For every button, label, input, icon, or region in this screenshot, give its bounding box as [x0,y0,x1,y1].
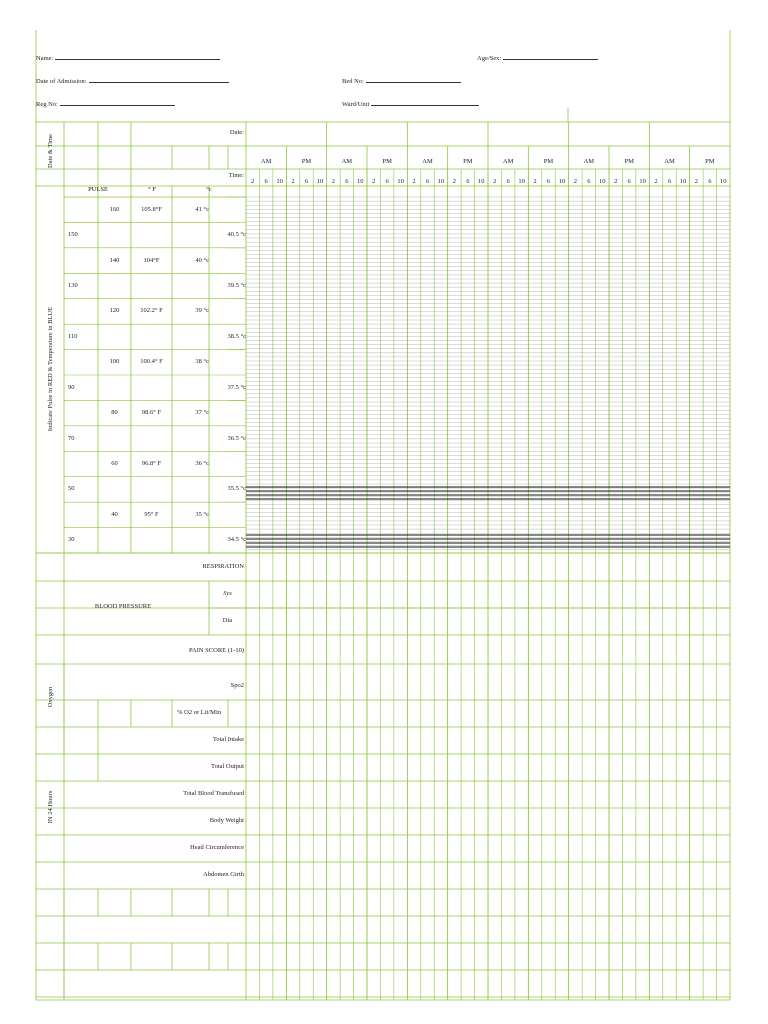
blood-transfused-label: Total Blood Transfused [183,790,244,797]
pm-label: PM [543,158,554,165]
am-label: AM [583,158,595,165]
pulse-tick: 130 [68,282,78,289]
hour-label: 2 [573,178,577,185]
pm-label: PM [382,158,392,165]
bp-dia-label: Dia [222,617,233,624]
am-label: AM [422,158,433,165]
abdomen-girth-label: Abdomen Girth [203,871,244,878]
hour-label: 10 [437,178,445,185]
hour-label: 6 [587,178,591,185]
total-intake-label: Total Intake [212,736,244,743]
hour-label: 6 [667,178,672,185]
fahrenheit-tick: 105.8°F [141,205,162,213]
celsius-tick: 39 °c [195,307,209,315]
pm-label: PM [301,158,312,165]
hour-label: 2 [291,178,295,185]
time-label: Time: [228,172,244,179]
pm-label: PM [624,158,634,165]
pulse-tick: 40 [111,510,118,518]
fahrenheit-tick: 102.2° F [140,307,163,315]
age-sex-label: Age/Sex: [477,55,502,62]
pulse-tick: 90 [68,383,75,391]
hour-label: 2 [331,178,335,185]
hour-label: 6 [627,178,631,185]
pulse-tick: 120 [109,307,120,315]
date-time-side-label: Date & Time [46,134,54,168]
fahrenheit-tick: 96.8° F [141,460,162,467]
hour-label: 6 [264,178,268,185]
name-label: Name: [36,55,54,62]
pulse-tick: 140 [109,256,120,264]
celsius-tick: 37.5 °c [227,383,246,391]
hour-label: 10 [720,178,727,185]
celsius-tick: 35 °c [195,510,209,518]
celsius-tick: 40 °c [195,256,209,264]
pulse-header: PULSE [88,186,108,193]
hour-label: 6 [466,178,470,185]
pm-label: PM [463,158,473,165]
hour-label: 2 [694,178,698,185]
hour-label: 10 [639,178,646,185]
date-label: Date: [229,129,244,136]
spo2-label: Spo2 [230,682,244,689]
hour-label: 6 [345,178,349,185]
fahrenheit-tick: 98.6° F [141,409,162,417]
fahrenheit-header: ° F [148,186,156,193]
celsius-tick: 35.5 °c [227,485,246,493]
pain-score-label: PAIN SCORE (1-10) [188,647,244,654]
celsius-tick: 38 °c [195,358,209,366]
celsius-header: °c [206,186,212,193]
hour-label: 2 [251,178,255,185]
fahrenheit-tick: 104°F [143,256,160,264]
hour-label: 10 [478,178,485,185]
hour-label: 10 [679,178,687,185]
bp-sys-label: Sys [223,590,232,597]
oxygen-side-label: Oxygen [46,686,54,708]
pulse-tick: 30 [68,536,75,544]
hour-label: 2 [412,178,416,185]
celsius-tick: 38.5 °c [227,332,246,340]
hour-label: 6 [708,178,712,185]
pulse-tick: 70 [68,434,75,442]
body-weight-label: Body Weight [209,817,244,824]
hour-label: 10 [316,178,324,185]
ward-label: Ward/Unit [342,101,370,108]
hour-label: 6 [506,178,510,185]
celsius-tick: 34.5 °c [227,536,246,544]
bed-label: Bed No: [342,78,364,85]
hour-label: 2 [493,178,497,185]
celsius-tick: 41 °c [195,205,209,213]
blood-pressure-label: BLOOD PRESSURE [94,603,152,610]
am-label: AM [502,158,514,165]
hour-label: 2 [372,178,376,185]
hour-label: 6 [546,178,551,185]
total-output-label: Total Output [211,763,244,770]
hour-label: 2 [452,178,456,185]
hour-label: 10 [397,178,404,185]
fahrenheit-tick: 95° F [144,510,159,518]
pulse-tick: 60 [111,460,118,467]
pm-label: PM [705,158,715,165]
hour-label: 10 [599,178,606,185]
am-label: AM [664,158,675,165]
hour-label: 10 [276,178,283,185]
hour-label: 10 [518,178,525,185]
hour-label: 2 [533,178,537,185]
head-circumference-label: Head Circumference [190,844,244,851]
celsius-tick: 39.5 °c [227,282,246,289]
celsius-tick: 37 °c [195,409,209,417]
o2-label: % O2 or Lit/Min [177,709,221,716]
hour-label: 10 [357,178,364,185]
am-label: AM [341,158,353,165]
pulse-tick: 150 [68,231,78,239]
pulse-tick: 160 [109,205,120,213]
fahrenheit-tick: 100.4° F [140,358,163,366]
hour-label: 2 [654,178,658,185]
pulse-tick: 80 [111,409,118,417]
celsius-tick: 36.5 °c [227,434,246,442]
hour-label: 10 [558,178,566,185]
hour-label: 6 [425,178,430,185]
pulse-tick: 50 [68,485,75,493]
respiration-label: RESPIRATION [202,563,244,570]
hour-label: 2 [614,178,618,185]
hour-label: 6 [385,178,389,185]
am-label: AM [260,158,272,165]
hour-label: 6 [304,178,309,185]
pulse-tick: 100 [109,358,120,366]
admission-label: Date of Admission: [36,78,87,85]
celsius-tick: 36 °c [195,460,209,467]
celsius-tick: 40.5 °c [227,231,246,239]
reg-label: Reg No: [36,101,58,108]
pulse-tick: 110 [68,332,78,340]
graph-side-label: Indicate Pulse in RED & Temperature in BLUE [46,306,54,432]
in24-side-label: IN 24 Hours [46,790,54,824]
